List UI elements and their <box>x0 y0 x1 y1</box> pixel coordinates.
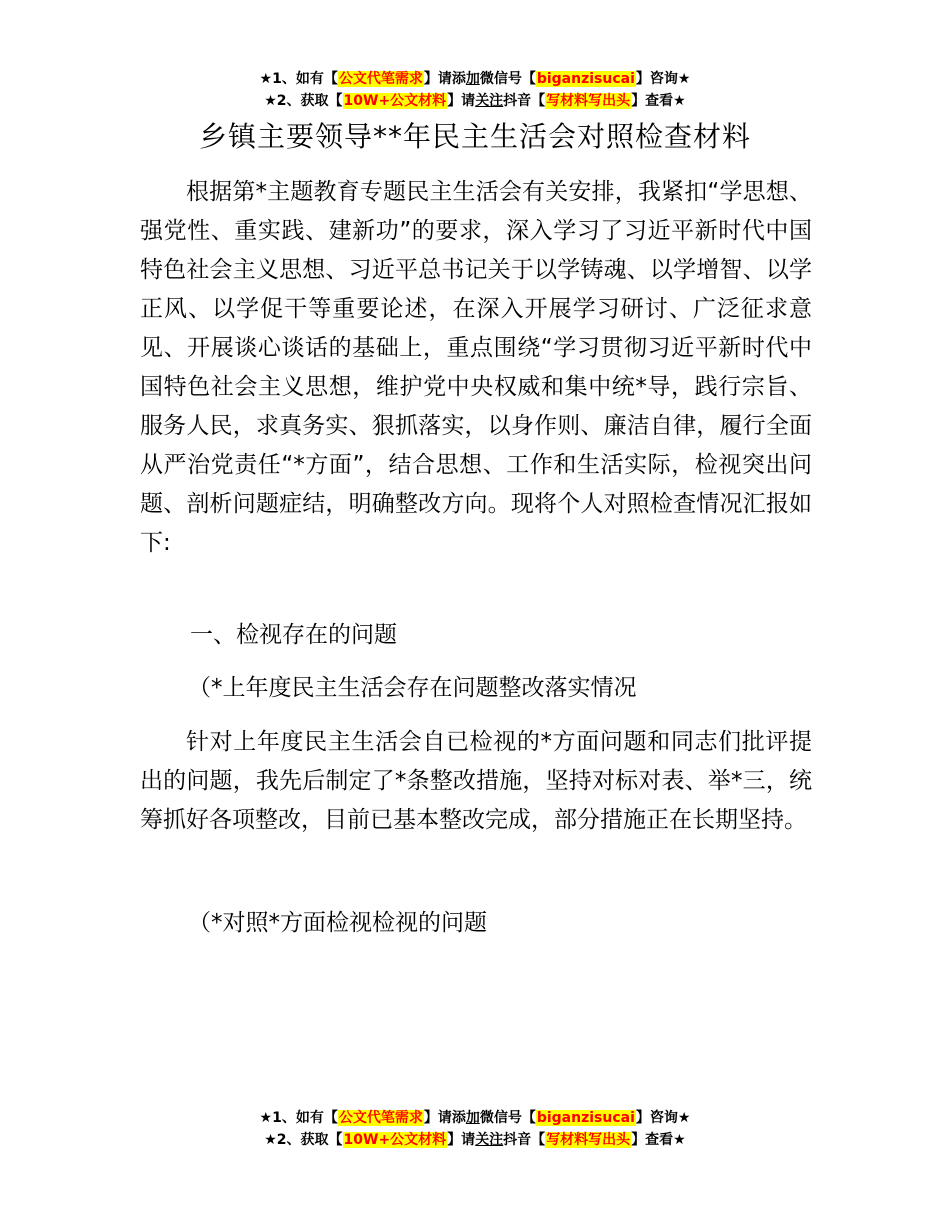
banner-line-1-prefix: ★1、如有【 <box>259 1110 338 1126</box>
banner-line-2-underlined: 关注 <box>475 93 504 109</box>
banner-line-2 <box>0 1129 950 1151</box>
banner-line-2-underlined: 关注 <box>475 1132 504 1148</box>
banner-line-1-prefix: ★1、如有【 <box>259 71 338 87</box>
page-title: 乡镇主要领导**年民主生活会对照检查材料 <box>198 120 751 153</box>
body-paragraph-rectification <box>140 723 812 840</box>
banner-highlight-wechat-id: biganzisucai <box>536 71 635 87</box>
banner-line-1 <box>0 68 950 90</box>
banner-line-2-suffix: 】查看★ <box>631 1132 686 1148</box>
banner-line-2-prefix: ★2、获取【 <box>264 93 343 109</box>
banner-line-1-middle-2: 微信号【 <box>479 1110 536 1126</box>
banner-line-2-middle-2: 抖音【 <box>503 1132 546 1148</box>
banner-line-1-middle: 】请添 <box>423 71 466 87</box>
subsection-heading-1: （*上年度民主生活会存在问题整改落实情况 <box>188 675 637 701</box>
banner-highlight-douyin-account: 写材料写出头 <box>546 1132 631 1148</box>
footer-banner <box>0 1107 950 1151</box>
banner-highlight-materials: 10W+公文材料 <box>343 1132 447 1148</box>
banner-line-2-middle: 】请 <box>447 93 476 109</box>
banner-line-1-middle-2: 微信号【 <box>479 71 536 87</box>
banner-line-2-middle: 】请 <box>447 1132 476 1148</box>
banner-highlight-writing-service: 公文代笔需求 <box>338 1110 423 1126</box>
paragraph-text: 针对上年度民主生活会自已检视的*方面问题和同志们批评提出的问题，我先后制定了*条整改措施，坚持对标对表、举*三，统筹抓好各项整改，目前已基本整改完成，部分措施正在长期坚持。 <box>140 729 812 833</box>
banner-line-2-suffix: 】查看★ <box>631 93 686 109</box>
banner-line-1-underlined: 加 <box>465 71 480 87</box>
banner-line-1-middle: 】请添 <box>423 1110 466 1126</box>
banner-line-2-middle-2: 抖音【 <box>503 93 546 109</box>
body-paragraph-intro <box>140 173 812 563</box>
banner-highlight-wechat-id: biganzisucai <box>536 1110 635 1126</box>
banner-line-1-underlined: 加 <box>465 1110 480 1126</box>
banner-highlight-writing-service: 公文代笔需求 <box>338 71 423 87</box>
banner-line-1-suffix: 】咨询★ <box>635 71 691 87</box>
subsection-heading-2: （*对照*方面检视检视的问题 <box>188 910 487 936</box>
section-heading: 一、检视存在的问题 <box>190 622 397 648</box>
banner-line-1 <box>0 1107 950 1129</box>
banner-line-1-suffix: 】咨询★ <box>635 1110 691 1126</box>
banner-highlight-materials: 10W+公文材料 <box>343 93 447 109</box>
banner-line-2-prefix: ★2、获取【 <box>264 1132 343 1148</box>
header-banner <box>0 68 950 112</box>
paragraph-text: 根据第*主题教育专题民主生活会有关安排，我紧扣“学思想、强党性、重实践、建新功”的要求，深入学习了习近平新时代中国特色社会主义思想、习近平总书记关于以学铸魂、以学增智、以学正风、以学促干等重要论述，在深入开展学习研讨、广泛征求意见、开展谈心谈话的基础上，重点围绕“学习贯彻习近平新时代中国特色社会主义思想，维护党中央权威和集中统*导，践行宗旨、服务人民，求真务实、狠抓落实，以身作则、廉洁自律，履行全面从严治党责任“*方面”，结合思想、工作和生活实际，检视突出问题、剖析问题症结，明确整改方向。现将个人对照检查情况汇报如下: <box>140 179 812 556</box>
banner-line-2 <box>0 90 950 112</box>
banner-highlight-douyin-account: 写材料写出头 <box>546 93 631 109</box>
